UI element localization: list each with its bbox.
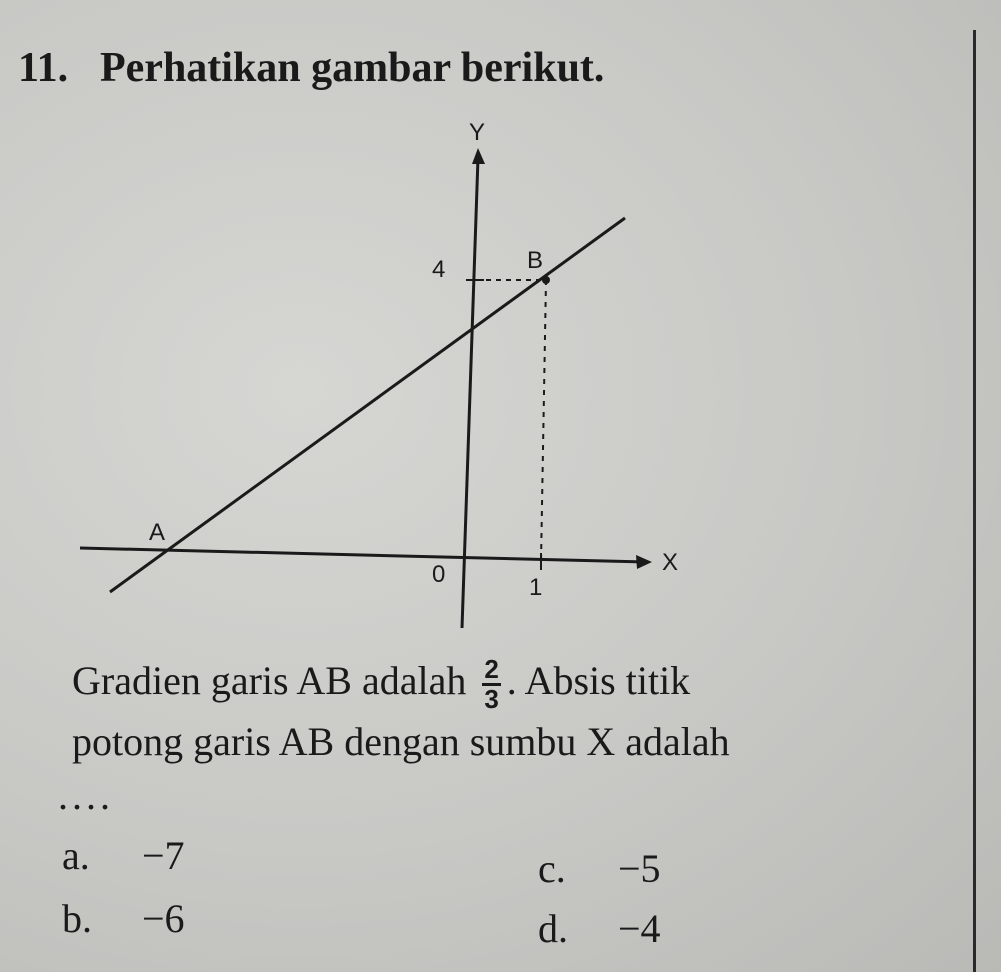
x-axis-arrow-icon: [636, 555, 652, 569]
option-c-value: −5: [618, 846, 661, 891]
option-c-letter: c.: [538, 846, 566, 891]
question-text-line-2: potong garis AB dengan sumbu X adalah: [72, 719, 730, 764]
point-b-label: B: [527, 247, 544, 274]
question-title: Perhatikan gambar berikut.: [100, 45, 605, 91]
option-a[interactable]: [62, 832, 185, 879]
question-text-start: Gradien garis AB adalah: [72, 657, 467, 703]
y-axis-label: Y: [469, 119, 486, 146]
option-b[interactable]: [62, 895, 185, 942]
option-a-value: −7: [142, 833, 185, 878]
question-text-line-1: [72, 656, 690, 714]
point-b-dot: [542, 276, 550, 284]
option-c[interactable]: [538, 845, 661, 892]
line-ab: [110, 218, 625, 592]
option-b-letter: b.: [62, 896, 92, 941]
tick-y-label: 4: [432, 256, 446, 283]
option-b-value: −6: [142, 896, 185, 941]
option-d[interactable]: [538, 905, 661, 952]
tick-x-label: 1: [529, 574, 543, 601]
question-text-end: . Absis titik: [506, 657, 691, 703]
point-a-label: A: [149, 519, 166, 546]
option-d-value: −4: [618, 906, 661, 951]
fraction-denominator: 3: [484, 684, 499, 715]
question-number: 11.: [18, 45, 69, 91]
dashed-guide-vertical: [541, 280, 546, 562]
y-axis-arrow-icon: [472, 148, 485, 164]
x-axis: [80, 548, 645, 562]
fraction-numerator: 2: [482, 656, 500, 686]
option-a-letter: a.: [62, 833, 90, 878]
x-axis-label: X: [662, 549, 679, 576]
origin-label: 0: [432, 561, 446, 588]
answer-blank: ....: [58, 773, 114, 818]
option-d-letter: d.: [538, 906, 568, 951]
gradient-fraction: [482, 656, 500, 714]
